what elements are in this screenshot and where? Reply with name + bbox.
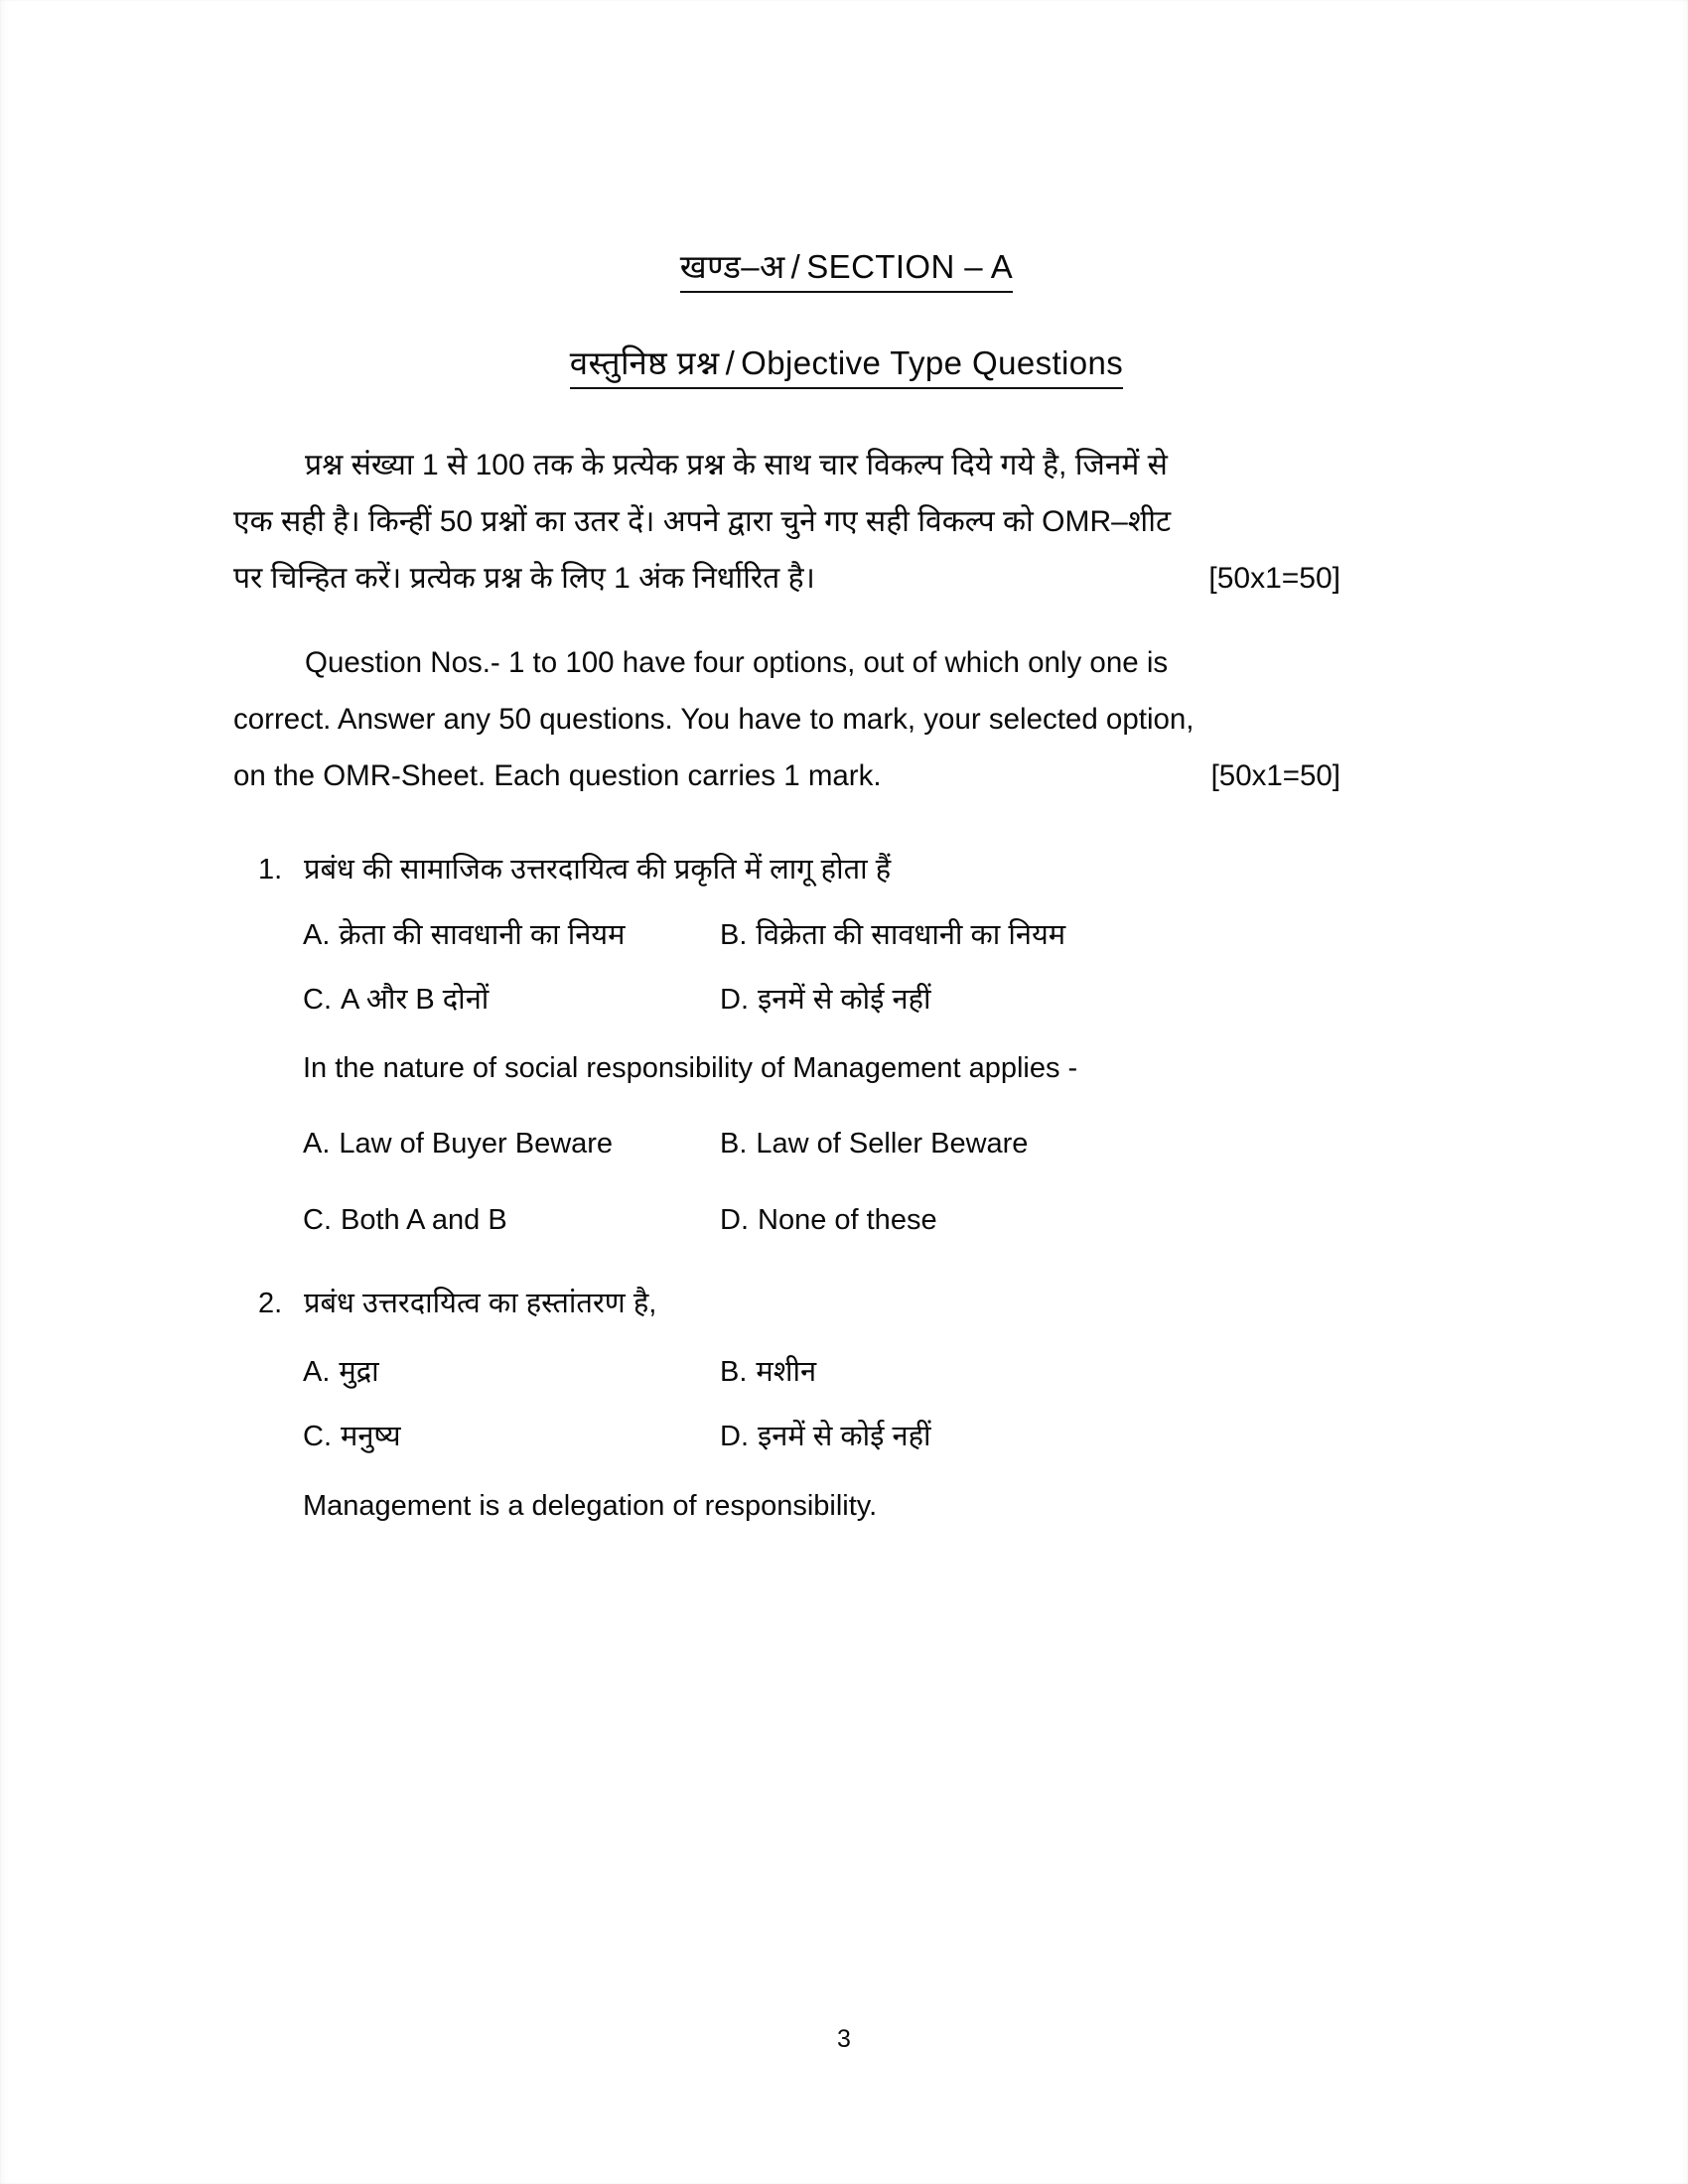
question-1-option-english-d-key: D. (720, 1204, 749, 1236)
question-2 (233, 1282, 1460, 1528)
question-1-option-hindi-c-key: C. (303, 984, 332, 1016)
section-heading-hindi: खण्ड–अ (679, 248, 785, 285)
question-1-option-english-a-key: A. (303, 1128, 331, 1160)
objective-heading-hindi: वस्तुनिष्ठ प्रश्न (569, 344, 720, 381)
section-heading-english: SECTION – A (806, 248, 1014, 285)
question-2-option-hindi-a-text: मुद्रा (339, 1356, 379, 1388)
question-1-option-hindi-d[interactable] (720, 978, 1137, 1022)
instructions-hindi-line-3-row (233, 550, 1460, 607)
question-2-option-hindi-c-text: मनुष्य (341, 1421, 401, 1452)
question-1-number: 1. (258, 854, 283, 886)
instructions-english-marks: [50x1=50] (1210, 759, 1340, 792)
question-1-option-english-d-text: None of these (758, 1204, 937, 1236)
question-2-stem-hindi-row (233, 1282, 1460, 1325)
question-2-option-hindi-d-key: D. (720, 1421, 749, 1452)
question-1-hindi-options-row-1 (233, 913, 1460, 957)
question-1-option-english-c-key: C. (303, 1204, 332, 1236)
question-2-hindi-options-row-2 (233, 1415, 1460, 1458)
question-2-option-hindi-b-key: B. (720, 1356, 748, 1388)
section-heading-row (233, 243, 1460, 293)
instructions-hindi-line-2: एक सही है। किन्हीं 50 प्रश्नों का उतर दें। अपने द्वारा चुने गए सही विकल्प को OMR–शीट (233, 505, 1172, 538)
question-1-option-hindi-d-text: इनमें से कोई नहीं (758, 984, 931, 1016)
question-1-hindi-options-row-2 (233, 978, 1460, 1022)
instructions-hindi-line-1: प्रश्न संख्या 1 से 100 तक के प्रत्येक प्रश्न के साथ चार विकल्प दिये गये है, जिनमें से (305, 449, 1168, 481)
section-heading-separator: / (790, 248, 801, 285)
question-1-option-english-c[interactable] (303, 1198, 720, 1242)
question-1-option-english-b-text: Law of Seller Beware (756, 1128, 1029, 1160)
question-1-option-english-d[interactable] (720, 1198, 1137, 1242)
question-1-option-hindi-c-text: A और B दोनों (341, 984, 490, 1016)
question-1-option-english-a-text: Law of Buyer Beware (339, 1128, 614, 1160)
instructions-hindi-marks: [50x1=50] (1208, 562, 1340, 595)
instructions-english-line-3: on the OMR-Sheet. Each question carries 1 mark. (233, 759, 882, 792)
question-1-stem-english: In the nature of social responsibility of Management applies - (303, 1052, 1078, 1084)
question-1 (233, 848, 1460, 1242)
section-heading (680, 243, 1013, 293)
instructions-english-line-3-row (233, 748, 1460, 804)
question-1-option-hindi-b-key: B. (720, 919, 748, 951)
question-1-stem-hindi-row (233, 848, 1460, 891)
question-2-hindi-options-row-1 (233, 1350, 1460, 1394)
question-2-option-hindi-d[interactable] (720, 1415, 1137, 1458)
instructions-english-line-1: Question Nos.- 1 to 100 have four options, out of which only one is (305, 646, 1169, 679)
page-number: 3 (837, 2025, 851, 2053)
question-2-number: 2. (258, 1288, 283, 1319)
instructions-hindi-line-3: पर चिन्हित करें। प्रत्येक प्रश्न के लिए 1 अंक निर्धारित है। (233, 562, 815, 595)
question-1-option-hindi-c[interactable] (303, 978, 720, 1022)
objective-heading-english: Objective Type Questions (741, 344, 1124, 381)
question-1-option-english-a[interactable] (303, 1122, 720, 1165)
page-content (233, 0, 1460, 1528)
question-2-stem-english: Management is a delegation of responsibility. (303, 1490, 878, 1522)
objective-heading (570, 340, 1123, 389)
question-1-option-english-b-key: B. (720, 1128, 748, 1160)
question-1-stem-hindi: प्रबंध की सामाजिक उत्तरदायित्व की प्रकृति में लागू होता हैं (304, 854, 892, 886)
question-2-option-hindi-c[interactable] (303, 1415, 720, 1458)
question-2-option-hindi-b[interactable] (720, 1350, 1137, 1394)
question-1-option-hindi-b[interactable] (720, 913, 1137, 957)
question-2-option-hindi-c-key: C. (303, 1421, 332, 1452)
question-1-english-options-row-2 (233, 1198, 1460, 1242)
instructions-hindi (233, 437, 1460, 607)
question-2-option-hindi-d-text: इनमें से कोई नहीं (758, 1421, 931, 1452)
question-1-option-hindi-d-key: D. (720, 984, 749, 1016)
objective-heading-separator: / (725, 344, 736, 381)
question-2-option-hindi-a[interactable] (303, 1350, 720, 1394)
question-1-option-hindi-a[interactable] (303, 913, 720, 957)
question-1-option-english-c-text: Both A and B (341, 1204, 507, 1236)
instructions-english-line-2: correct. Answer any 50 questions. You have to mark, your selected option, (233, 703, 1195, 736)
question-1-option-english-b[interactable] (720, 1122, 1137, 1165)
question-1-english-options-row-1 (233, 1122, 1460, 1165)
question-2-option-hindi-b-text: मशीन (756, 1356, 817, 1388)
question-2-option-hindi-a-key: A. (303, 1356, 331, 1388)
question-1-option-hindi-b-text: विक्रेता की सावधानी का नियम (756, 919, 1066, 951)
objective-heading-row (233, 340, 1460, 389)
question-2-stem-hindi: प्रबंध उत्तरदायित्व का हस्तांतरण है, (304, 1288, 657, 1319)
instructions-english (233, 634, 1460, 804)
question-1-option-hindi-a-key: A. (303, 919, 331, 951)
question-1-option-hindi-a-text: क्रेता की सावधानी का नियम (339, 919, 626, 951)
